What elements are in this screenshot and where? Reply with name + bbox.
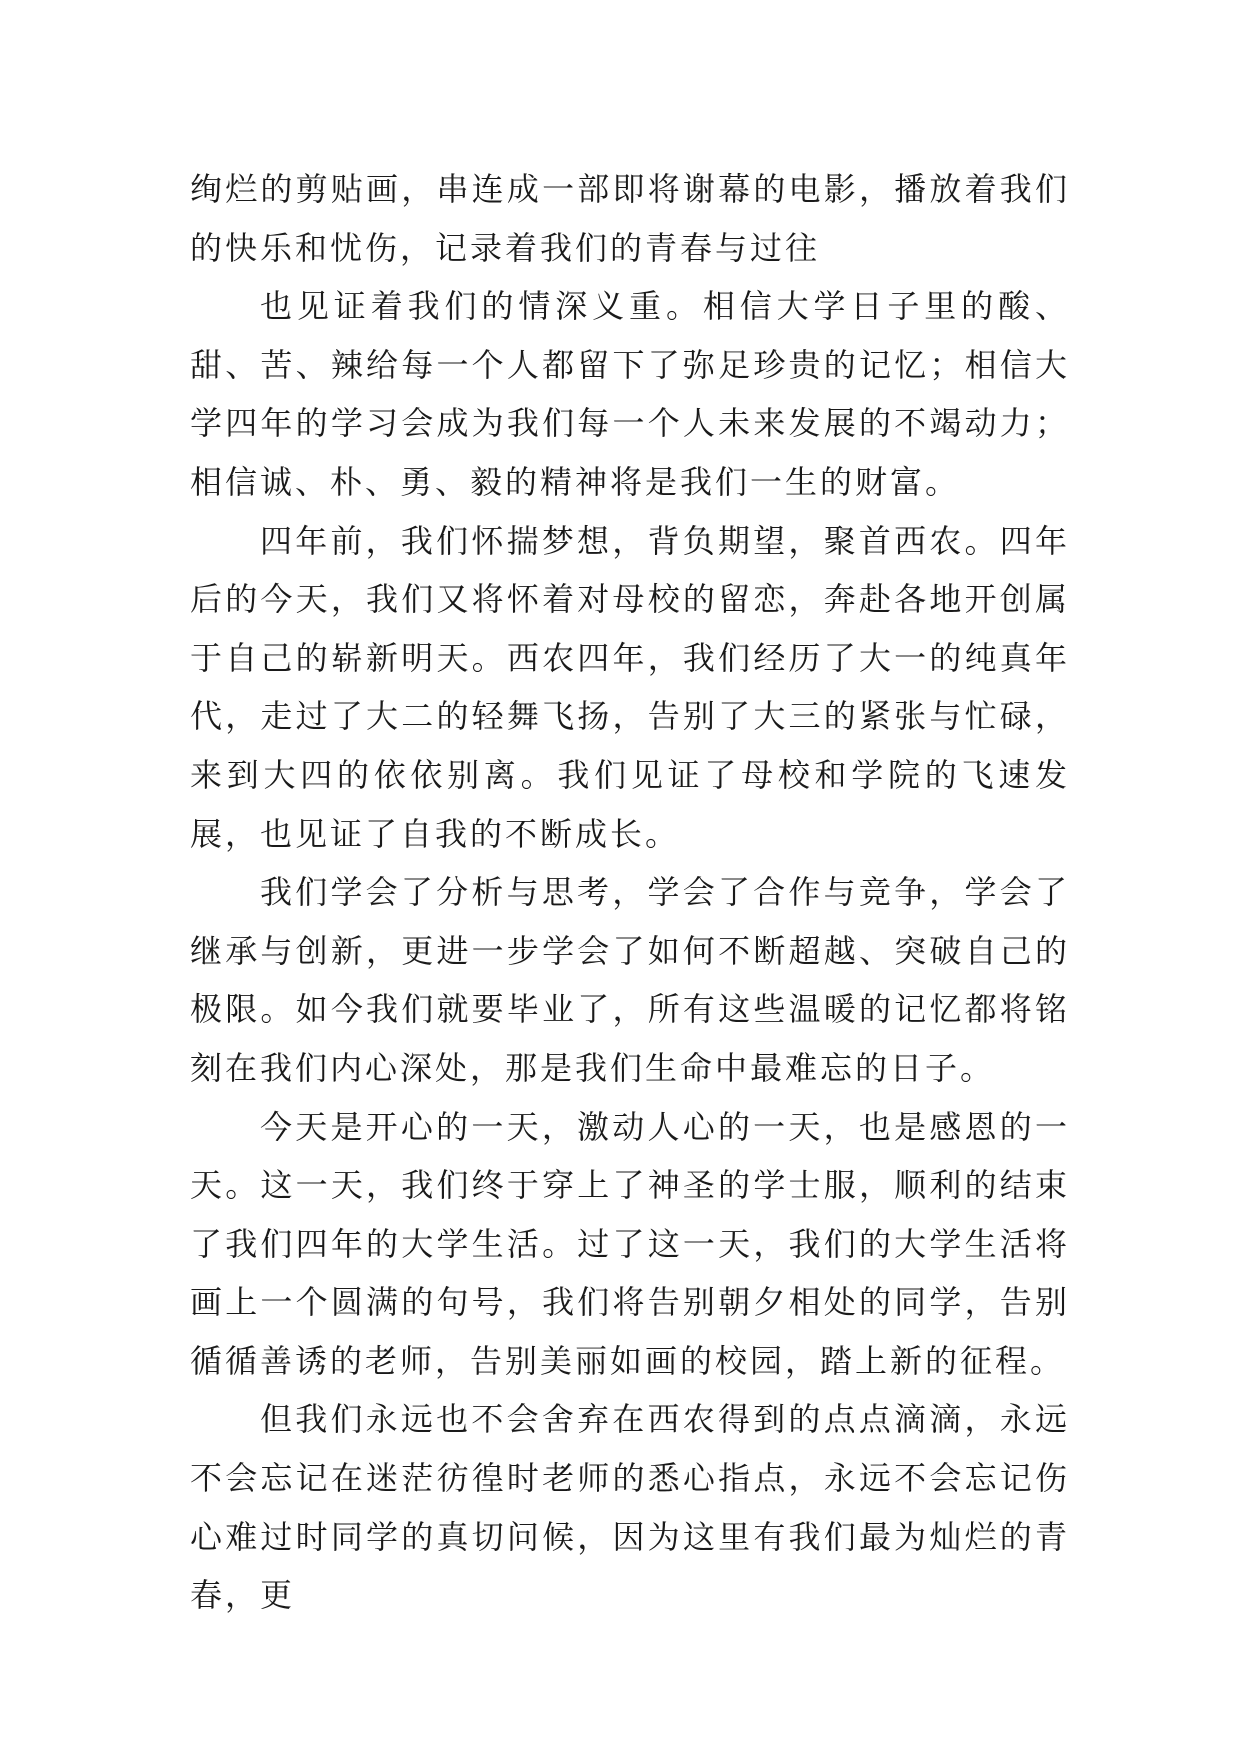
paragraph-6: 但我们永远也不会舍弃在西农得到的点点滴滴，永远不会忘记在迷茫彷徨时老师的悉心指点，永远不会忘记伤心难过时同学的真切问候，因为这里有我们最为灿烂的青春，更 (190, 1400, 1070, 1615)
paragraph-2: 也见证着我们的情深义重。相信大学日子里的酸、甜、苦、辣给每一个人都留下了弥足珍贵的记忆；相信大学四年的学习会成为我们每一个人未来发展的不竭动力；相信诚、朴、勇、毅的精神将是我们一生的财富。 (190, 287, 1070, 501)
document-body (190, 160, 1070, 1625)
paragraph-1: 绚烂的剪贴画，串连成一部即将谢幕的电影，播放着我们的快乐和忧伤，记录着我们的青春与过往 (190, 170, 1070, 267)
paragraph-4: 我们学会了分析与思考，学会了合作与竞争，学会了继承与创新，更进一步学会了如何不断超越、突破自己的极限。如今我们就要毕业了，所有这些温暖的记忆都将铭刻在我们内心深处，那是我们生命中最难忘的日子。 (190, 873, 1070, 1087)
paragraph-5: 今天是开心的一天，激动人心的一天，也是感恩的一天。这一天，我们终于穿上了神圣的学士服，顺利的结束了我们四年的大学生活。过了这一天，我们的大学生活将画上一个圆满的句号，我们将告别朝夕相处的同学，告别循循善诱的老师，告别美丽如画的校园，踏上新的征程。 (190, 1107, 1070, 1380)
paragraph-3: 四年前，我们怀揣梦想，背负期望，聚首西农。四年后的今天，我们又将怀着对母校的留恋，奔赴各地开创属于自己的崭新明天。西农四年，我们经历了大一的纯真年代，走过了大二的轻舞飞扬，告别了大三的紧张与忙碌，来到大四的依依别离。我们见证了母校和学院的飞速发展，也见证了自我的不断成长。 (190, 521, 1070, 853)
